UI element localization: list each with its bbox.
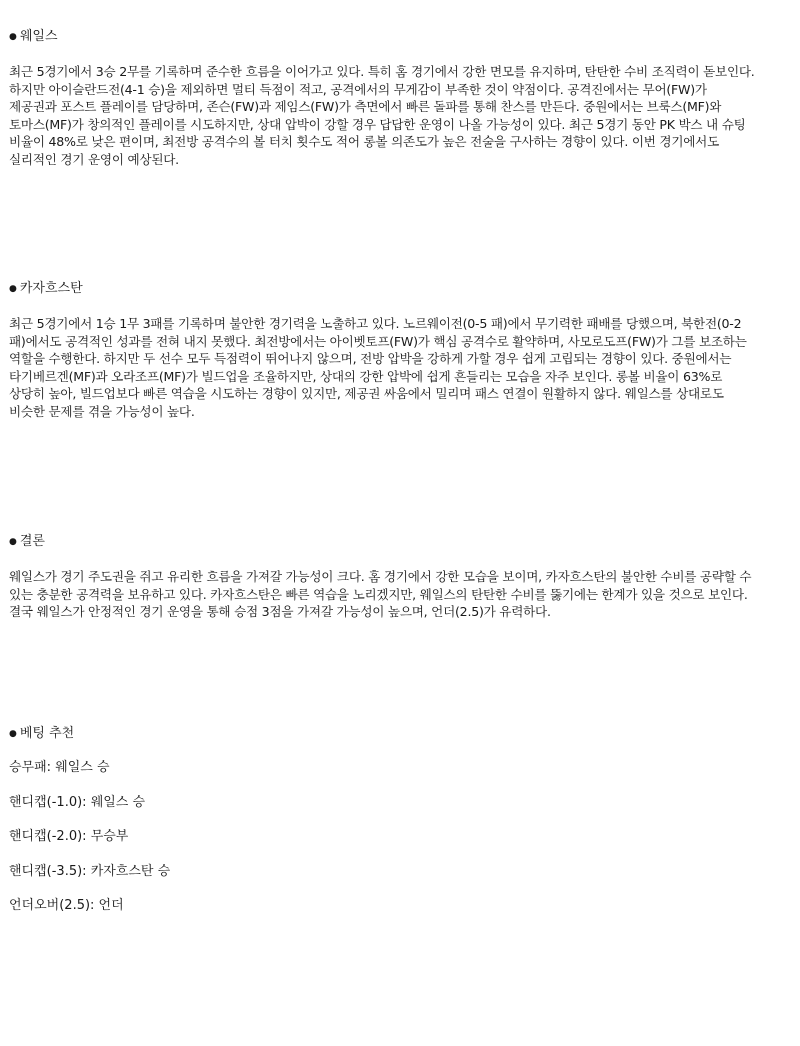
kazakhstan-analysis: 최근 5경기에서 1승 1무 3패를 기록하며 불안한 경기력을 노출하고 있다. 노르웨이전(0-5 패)에서 무기력한 패배를 당했으며, 북한전(0-2 패)에서도 공격적인 성과를 전혀 내지 못했다. 최전방에서는 아이벳토프(FW)가 핵심 공격수로 활약하며, 사모로도프(FW)가 그를 보조하는 역할을 수행한다. 하지만 두 선수 모두 득점력이 뛰어나지 않으며, 전방 압박을 강하게 가할 경우 쉽게 고립되는 경향이 있다. 중원에서는 타기베르겐(MF)과 오라조프(MF)가 빌드업을 조율하지만, 상대의 강한 압박에 쉽게 흔들리는 모습을 자주 보인다. 롱볼 비율이 63%로 상당히 높아, 빌드업보다 빠른 역습을 시도하는 경향이 있지만, 제공권 싸움에서 밀리며 패스 연결이 원활하지 않다. 웨일스를 상대로도 비슷한 문제를 겪을 가능성이 높다. <box>9 316 747 419</box>
wales-analysis: 최근 5경기에서 3승 2무를 기록하며 준수한 흐름을 이어가고 있다. 특히 홈 경기에서 강한 면모를 유지하며, 탄탄한 수비 조직력이 돋보인다. 하지만 아이슬란드전(4-1 승)을 제외하면 멀티 득점이 적고, 공격에서의 무게감이 부족한 것이 약점이다. 공격진에서는 무어(FW)가 제공권과 포스트 플레이를 담당하며, 존슨(FW)과 제임스(FW)가 측면에서 빠른 돌파를 통해 찬스를 만든다. 중원에서는 브룩스(MF)와 토마스(MF)가 창의적인 플레이를 시도하지만, 상대 압박이 강할 경우 답답한 운영이 나올 가능성이 있다. 최근 5경기 동안 PK 박스 내 슈팅 비율이 48%로 낮은 편이며, 최전방 공격수의 볼 터치 횟수도 적어 롱볼 의존도가 높은 전술을 구사하는 경향이 있다. 이번 경기에서도 실리적인 경기 운영이 예상된다. <box>9 64 755 167</box>
betting-heading <box>9 724 757 744</box>
wales-title: 웨일스 <box>19 29 58 44</box>
betting-title: 베팅 추천 <box>19 726 75 741</box>
kazakhstan-section <box>9 279 757 420</box>
betting-section <box>9 724 757 931</box>
bullet-icon: ● <box>9 284 17 294</box>
bullet-icon: ● <box>9 729 17 739</box>
betting-pick-under-over: 언더오버(2.5): 언더 <box>9 898 124 913</box>
kazakhstan-heading <box>9 279 757 299</box>
wales-section <box>9 27 757 168</box>
betting-pick-handicap-1: 핸디캡(-1.0): 웨일스 승 <box>9 794 146 810</box>
betting-pick-handicap-2: 핸디캡(-2.0): 무승부 <box>9 829 129 844</box>
kazakhstan-title: 카자흐스탄 <box>19 281 83 296</box>
bullet-icon: ● <box>9 32 17 42</box>
bullet-icon: ● <box>9 537 17 547</box>
betting-pick-match-result: 승무패: 웨일스 승 <box>9 760 110 775</box>
conclusion-title: 결론 <box>19 534 45 549</box>
betting-pick-handicap-3: 핸디캡(-3.5): 카자흐스탄 승 <box>9 863 171 879</box>
betting-picks-list <box>9 758 757 916</box>
conclusion-text: 웨일스가 경기 주도권을 쥐고 유리한 흐름을 가져갈 가능성이 크다. 홈 경기에서 강한 모습을 보이며, 카자흐스탄의 불안한 수비를 공략할 수 있는 충분한 공격력을 보유하고 있다. 카자흐스탄은 빠른 역습을 노리겠지만, 웨일스의 탄탄한 수비를 뚫기에는 한계가 있을 것으로 보인다. 결국 웨일스가 안정적인 경기 운영을 통해 승점 3점을 가져갈 가능성이 높으며, 언더(2.5)가 유력하다. <box>9 569 752 619</box>
wales-heading <box>9 27 757 47</box>
conclusion-section <box>9 532 757 621</box>
conclusion-heading <box>9 532 757 552</box>
